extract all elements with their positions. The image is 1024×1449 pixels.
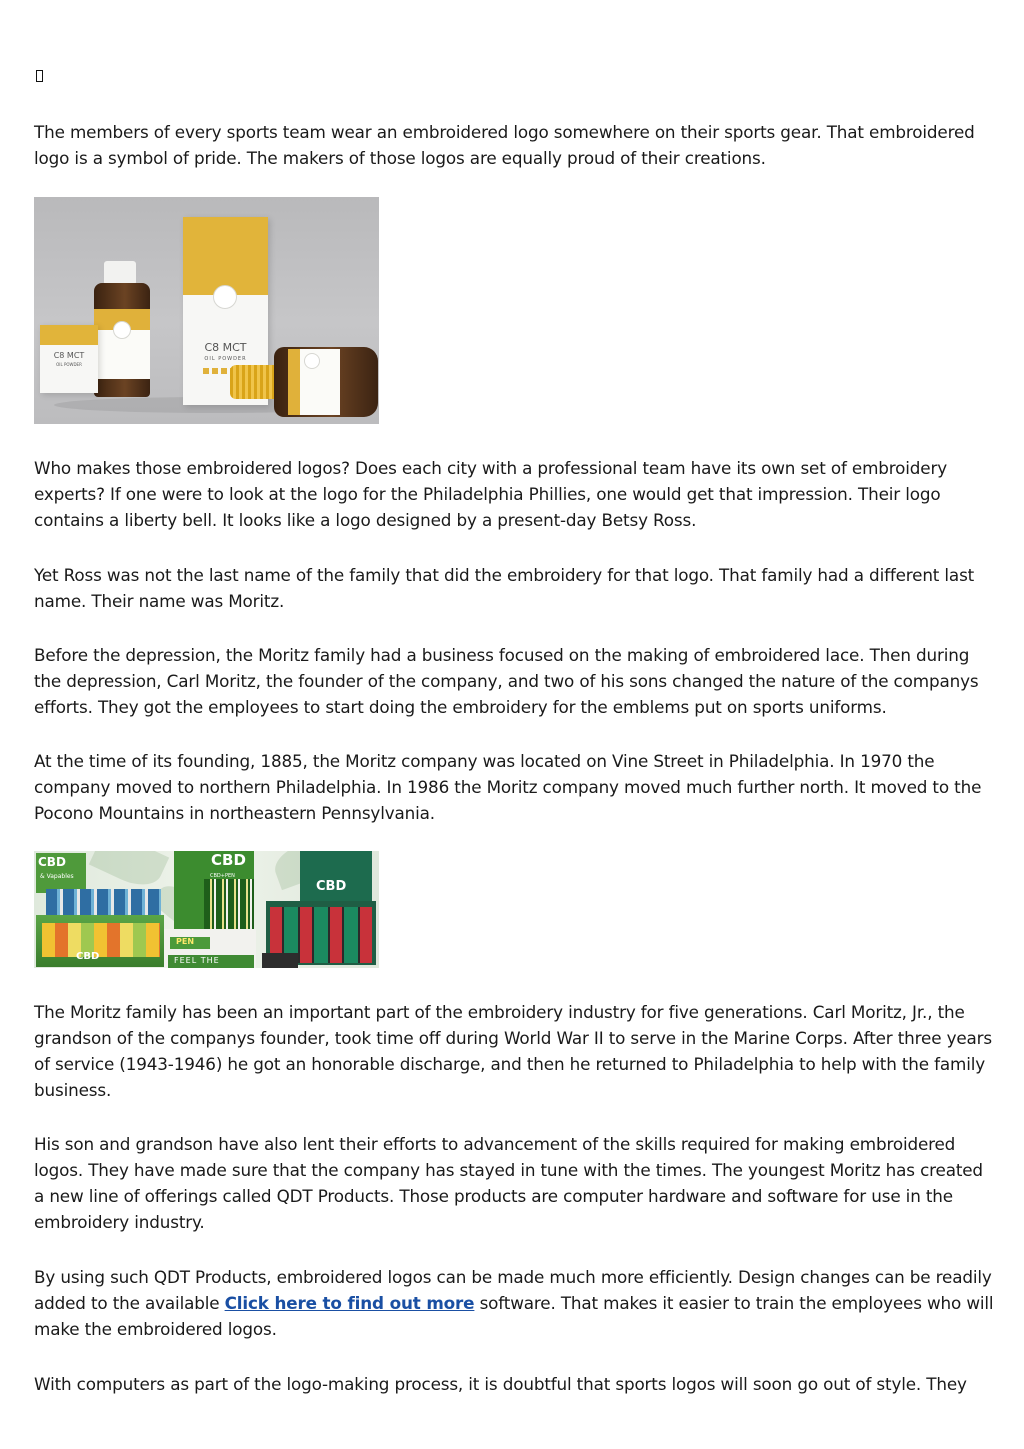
small-box-sub: OIL POWDER <box>56 362 82 367</box>
paragraph-8 <box>34 1264 994 1342</box>
left-display <box>36 853 164 967</box>
paragraph-5: At the time of its founding, 1885, the Moritz company was located on Vine Street in Philadelphia. In 1970 the company moved to northern Philadelphia. In 1986 the Moritz company moved much further north. It moved to the Pocono Mountains in northeastern Pennsylvania. <box>34 751 982 823</box>
middle-display-tagline: FEEL THE <box>174 956 220 965</box>
small-box <box>40 325 98 393</box>
paragraph-9: With computers as part of the logo-making process, it is doubtful that sports logos will soon go out of style. They <box>34 1374 967 1394</box>
left-display-sub: & Vapables <box>40 873 74 880</box>
paragraph-7: His son and grandson have also lent their efforts to advancement of the skills required for making embroidered logos. They have made sure that the company has stayed in tune with the times. The youngest Moritz has created a new line of offerings called QDT Products. Those products are computer hardware and software for use in the embroidery industry. <box>34 1134 983 1232</box>
small-box-label: C8 MCT <box>53 351 85 360</box>
right-display-brand: CBD <box>316 879 347 894</box>
find-out-more-link[interactable]: Click here to find out more <box>224 1293 475 1313</box>
right-display <box>256 851 376 968</box>
middle-display-brand: CBD <box>208 851 249 869</box>
paragraph-8-text-after: software. That makes it easier to train the employees who will make the embroidered logos. <box>34 1293 994 1339</box>
paragraph-2: Who makes those embroidered logos? Does each city with a professional team have its own set of embroidery experts? If one were to look at the logo for the Philadelphia Phillies, one would get that impression. Their logo contains a liberty bell. It looks like a logo designed by a present-day Betsy Ross. <box>34 458 947 530</box>
middle-display <box>164 851 256 968</box>
missing-glyph-icon <box>36 70 43 82</box>
middle-display-pen: PEN <box>176 937 195 946</box>
product-image-cbd-displays <box>34 851 379 968</box>
left-display-base-brand: CBD <box>76 951 100 962</box>
paragraph-4: Before the depression, the Moritz family had a business focused on the making of embroidered lace. Then during the depression, Carl Moritz, the founder of the company, and two of his sons changed the nature of the companys efforts. They got the employees to start doing the embroidery for the emblems put on sports uniforms. <box>34 645 979 717</box>
paragraph-3: Yet Ross was not the last name of the family that did the embroidery for that logo. That family had a different last name. Their name was Moritz. <box>34 565 975 611</box>
tall-box-label: C8 MCT <box>204 341 247 354</box>
paragraph-6: The Moritz family has been an important part of the embroidery industry for five generations. Carl Moritz, Jr., the grandson of the companys founder, took time off during World War II to serve in the Marine Corps. After three years of service (1943-1946) he got an honorable discharge, and then he returned to Philadelphia to help with the family business. <box>34 1002 992 1100</box>
tall-box-sub: OIL POWDER <box>204 356 247 362</box>
left-display-brand: CBD <box>38 855 66 869</box>
middle-display-sub: CBD+PEN <box>210 873 235 879</box>
paragraph-8-text-before: By using such QDT Products, embroidered logos can be made much more efficiently. Design changes can be readily added to the available <box>34 1267 992 1313</box>
paragraph-1: The members of every sports team wear an embroidered logo somewhere on their sports gear. That embroidered logo is a symbol of pride. The makers of those logos are equally proud of their creations. <box>34 122 975 168</box>
product-image-mct-oil <box>34 197 379 424</box>
